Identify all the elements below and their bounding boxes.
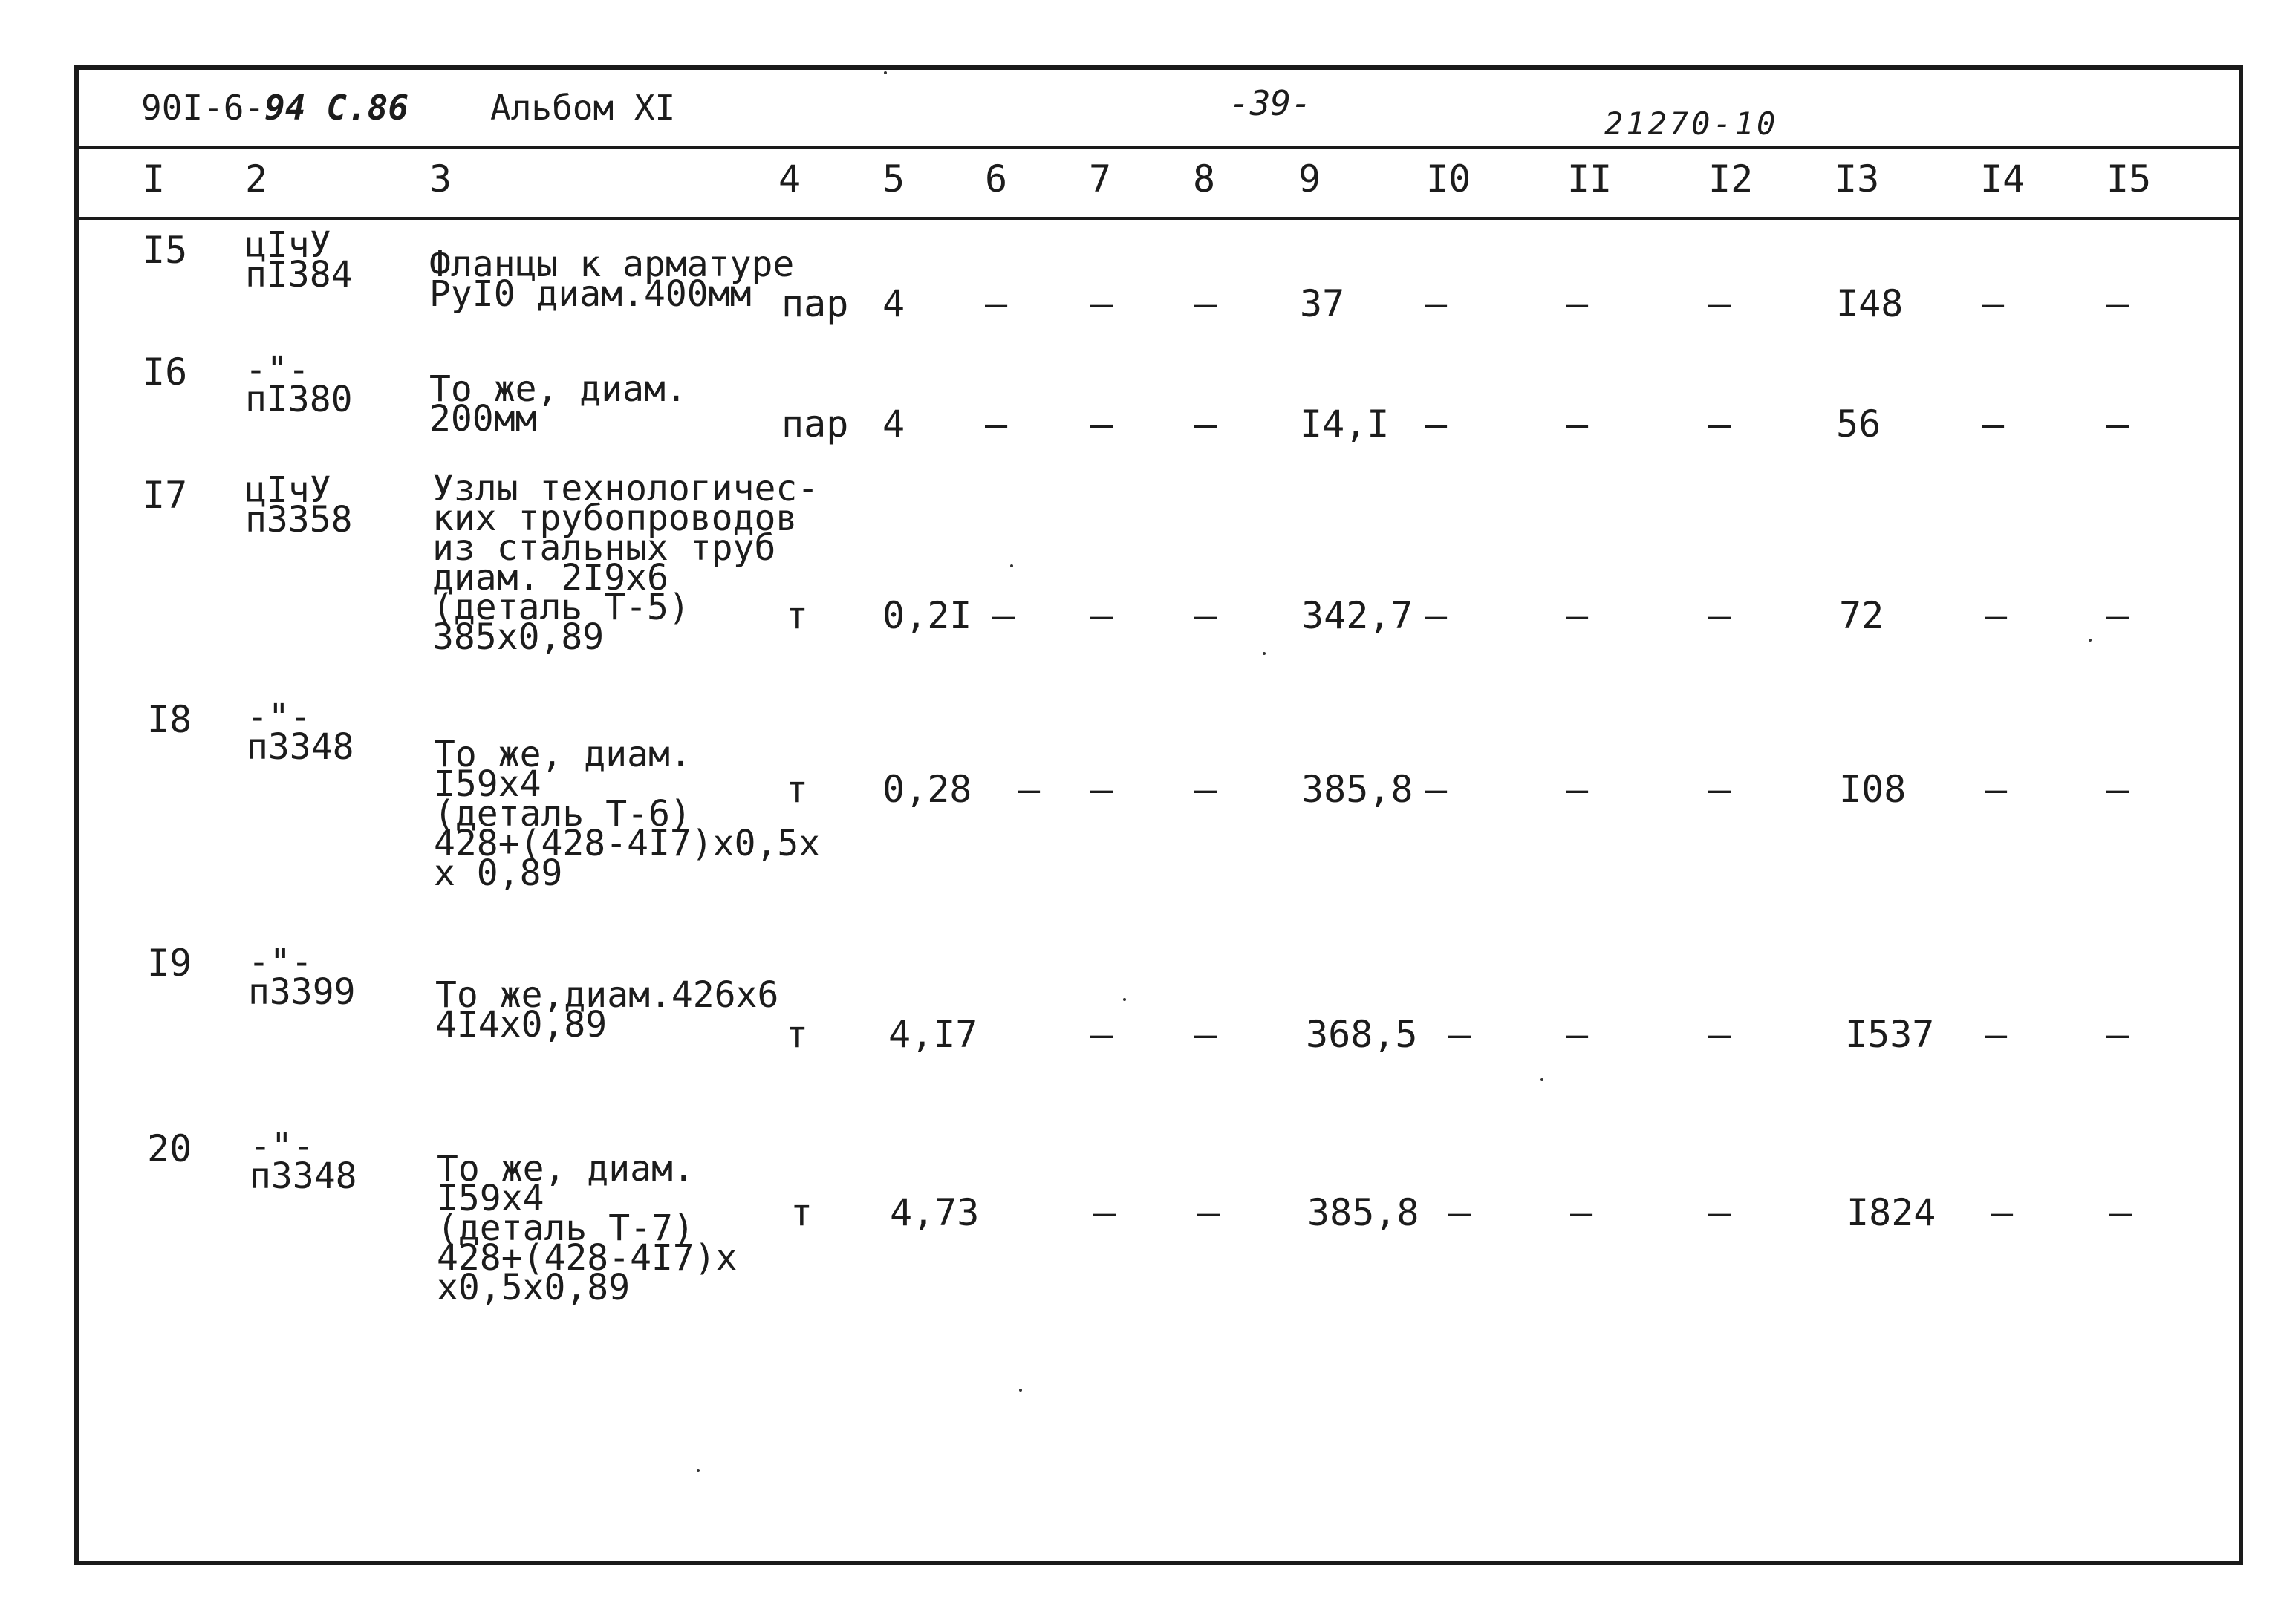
row-c15: –: [2106, 402, 2129, 446]
row-c14: –: [1982, 402, 2005, 446]
row-c10: –: [1425, 282, 1448, 325]
row-number: I5: [143, 229, 188, 272]
col-num-15: I5: [2106, 157, 2152, 200]
row-c10: –: [1425, 768, 1448, 811]
doc-code-prefix: 90I-6-: [141, 88, 265, 128]
row-c5: 4,73: [890, 1191, 980, 1234]
row-unit: т: [786, 768, 809, 811]
row-c12: –: [1708, 594, 1731, 637]
row-code: -"- п3348: [250, 1126, 357, 1197]
row-c12: –: [1708, 402, 1731, 446]
row-unit: пар: [781, 282, 849, 325]
page-number: -39-: [1229, 83, 1312, 123]
row-c8: –: [1197, 1191, 1220, 1234]
document-frame: [74, 65, 2243, 1565]
col-num-13: I3: [1835, 157, 1880, 200]
row-code: цIчУ пI384: [245, 224, 353, 296]
doc-number: 21270-10: [1604, 105, 1779, 142]
row-c9: 342,7: [1301, 594, 1413, 637]
doc-code-handwritten: 94 C.86: [264, 88, 409, 128]
row-c11: –: [1570, 1191, 1593, 1234]
row-description: То же, диам. I59x4 (деталь Т-7) 428+(428-4I7)x x0,5x0,89: [437, 1148, 738, 1308]
row-code: -"- п3399: [248, 942, 356, 1013]
header-divider: [79, 146, 2239, 149]
row-c11: –: [1566, 282, 1589, 325]
row-c15: –: [2106, 594, 2129, 637]
row-c6: –: [985, 282, 1008, 325]
row-number: I7: [143, 474, 188, 517]
row-c12: –: [1708, 1191, 1731, 1234]
row-c5: 4,I7: [888, 1013, 978, 1056]
scan-speck: [1123, 998, 1126, 1001]
row-c8: –: [1194, 768, 1217, 811]
row-number: 20: [147, 1127, 192, 1170]
col-num-3: 3: [429, 157, 452, 200]
row-c11: –: [1566, 402, 1589, 446]
row-c7: –: [1090, 594, 1113, 637]
row-c6: –: [1018, 768, 1041, 811]
row-description: То же, диам. I59x4 (деталь Т-6) 428+(428-4I7)x0,5x x 0,89: [434, 734, 821, 894]
row-c5: 0,2I: [882, 594, 972, 637]
row-description: Узлы технологичес- ких трубопроводов из стальных труб диам. 2I9x6 (деталь Т-5) 385x0,89: [432, 468, 819, 658]
row-c11: –: [1566, 768, 1589, 811]
col-num-4: 4: [778, 157, 801, 200]
row-c10: –: [1448, 1191, 1471, 1234]
col-num-10: I0: [1426, 157, 1471, 200]
col-num-11: II: [1567, 157, 1613, 200]
row-c6: –: [985, 402, 1008, 446]
row-c8: –: [1194, 1013, 1217, 1056]
row-c13: 56: [1836, 402, 1881, 446]
scan-speck: [1263, 652, 1266, 655]
col-num-6: 6: [985, 157, 1008, 200]
row-code: цIчУ п3358: [245, 469, 353, 541]
row-c14: –: [1982, 282, 2005, 325]
row-c9: 385,8: [1301, 768, 1413, 811]
col-num-14: I4: [1980, 157, 2025, 200]
col-num-1: I: [143, 157, 166, 200]
row-c13: I08: [1839, 768, 1907, 811]
row-code: -"- п3348: [247, 697, 354, 768]
row-c7: –: [1090, 402, 1113, 446]
row-c9: 37: [1300, 282, 1345, 325]
row-c9: 385,8: [1307, 1191, 1419, 1234]
row-description: То же,диам.426x6 4I4x0,89: [435, 974, 779, 1046]
scan-speck: [1019, 1389, 1022, 1392]
row-number: I8: [147, 698, 192, 741]
row-c14: –: [1985, 594, 2008, 637]
row-c9: 368,5: [1306, 1013, 1418, 1056]
row-c14: –: [1991, 1191, 2014, 1234]
row-c8: –: [1194, 282, 1217, 325]
row-c15: –: [2109, 1191, 2132, 1234]
row-c15: –: [2106, 1013, 2129, 1056]
row-c11: –: [1566, 1013, 1589, 1056]
col-num-8: 8: [1193, 157, 1216, 200]
row-c9: I4,I: [1300, 402, 1390, 446]
row-c11: –: [1566, 594, 1589, 637]
col-num-7: 7: [1089, 157, 1112, 200]
row-c12: –: [1708, 282, 1731, 325]
col-num-2: 2: [245, 157, 268, 200]
row-c14: –: [1985, 1013, 2008, 1056]
row-c6: –: [992, 594, 1015, 637]
row-c7: –: [1090, 1013, 1113, 1056]
row-description: То же, диам. 200мм: [429, 368, 687, 440]
row-c5: 4: [882, 402, 905, 446]
scan-speck: [1540, 1078, 1543, 1081]
row-c13: I48: [1836, 282, 1904, 325]
row-c5: 4: [882, 282, 905, 325]
col-num-12: I2: [1708, 157, 1754, 200]
row-unit: т: [786, 1013, 809, 1056]
scan-speck: [884, 71, 887, 74]
row-number: I6: [143, 350, 188, 394]
row-c12: –: [1708, 1013, 1731, 1056]
row-c7: –: [1093, 1191, 1116, 1234]
row-c7: –: [1090, 282, 1113, 325]
row-number: I9: [147, 942, 192, 985]
row-c10: –: [1448, 1013, 1471, 1056]
col-num-5: 5: [882, 157, 905, 200]
columns-divider: [79, 217, 2239, 220]
doc-code: [141, 88, 409, 128]
row-c10: –: [1425, 402, 1448, 446]
scan-speck: [1010, 564, 1013, 567]
row-unit: пар: [781, 402, 849, 446]
row-code: -"- пI380: [245, 349, 353, 420]
row-c8: –: [1194, 594, 1217, 637]
row-c13: 72: [1839, 594, 1884, 637]
row-c8: –: [1194, 402, 1217, 446]
row-c7: –: [1090, 768, 1113, 811]
scan-speck: [697, 1469, 700, 1472]
scan-speck: [2089, 639, 2092, 642]
row-description: Фланцы к арматуре РуI0 диам.400мм: [429, 244, 795, 315]
row-c12: –: [1708, 768, 1731, 811]
col-num-9: 9: [1298, 157, 1321, 200]
album-label: Альбом XI: [490, 88, 676, 128]
row-unit: т: [786, 594, 809, 637]
row-unit: т: [790, 1191, 813, 1234]
row-c15: –: [2106, 282, 2129, 325]
row-c10: –: [1425, 594, 1448, 637]
row-c5: 0,28: [882, 768, 972, 811]
row-c13: I537: [1845, 1013, 1935, 1056]
row-c15: –: [2106, 768, 2129, 811]
row-c14: –: [1985, 768, 2008, 811]
row-c13: I824: [1846, 1191, 1936, 1234]
